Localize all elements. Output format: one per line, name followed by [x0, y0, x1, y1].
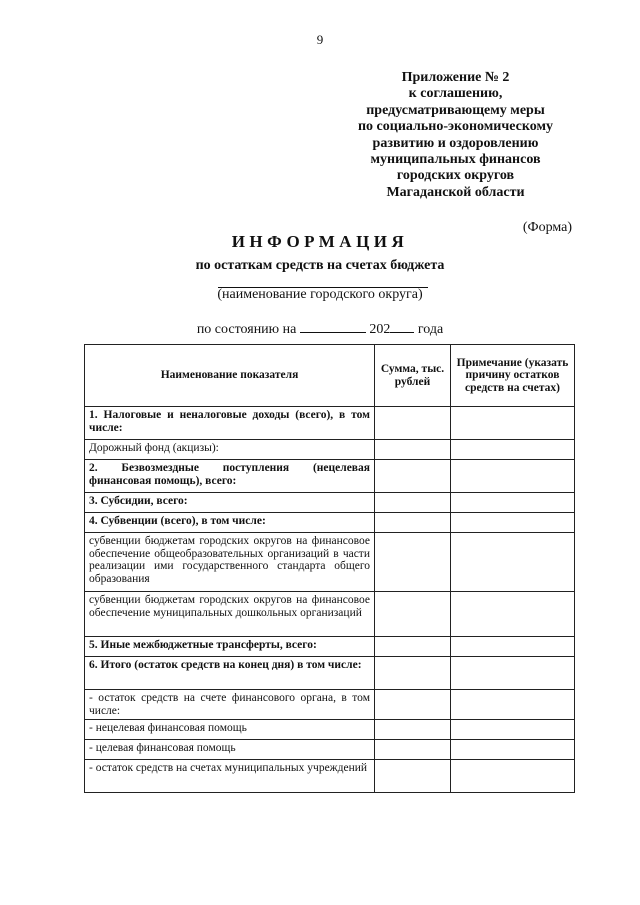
row-label: 4. Субвенции (всего), в том числе:	[85, 513, 375, 533]
form-label: (Форма)	[522, 220, 572, 235]
amount-cell[interactable]	[375, 460, 451, 493]
note-cell[interactable]	[451, 407, 575, 440]
row-label: - остаток средств на счете финансового органа, в том числе:	[85, 690, 375, 720]
annex-line: предусматривающему меры	[366, 102, 545, 118]
table-row	[85, 657, 575, 690]
year-blank	[390, 320, 414, 333]
table-row	[85, 637, 575, 657]
row-label: - целевая финансовая помощь	[85, 740, 375, 760]
table-row	[85, 690, 575, 720]
row-label: 1. Налоговые и неналоговые доходы (всего), в том числе:	[85, 407, 375, 440]
page-number: 9	[316, 32, 324, 47]
annex-line: Магаданской области	[386, 184, 525, 200]
annex-line: к соглашению,	[408, 86, 503, 102]
amount-cell[interactable]	[375, 760, 451, 793]
amount-cell[interactable]	[375, 533, 451, 592]
annex-line: Приложение № 2	[401, 70, 510, 85]
row-label: Дорожный фонд (акцизы):	[85, 440, 375, 460]
amount-cell[interactable]	[375, 740, 451, 760]
amount-cell[interactable]	[375, 720, 451, 740]
row-label: 5. Иные межбюджетные трансферты, всего:	[85, 637, 375, 657]
date-prefix: по состоянию на	[196, 322, 297, 337]
note-cell[interactable]	[451, 460, 575, 493]
row-label: 2. Безвозмездные поступления (нецелевая финансовая помощь), всего:	[85, 460, 375, 493]
note-cell[interactable]	[451, 493, 575, 513]
note-cell[interactable]	[451, 690, 575, 720]
header-indicator: Наименование показателя	[85, 345, 375, 407]
amount-cell[interactable]	[375, 407, 451, 440]
annex-line: муниципальных финансов	[370, 152, 541, 168]
balances-table	[84, 344, 575, 793]
amount-cell[interactable]	[375, 637, 451, 657]
note-cell[interactable]	[451, 513, 575, 533]
row-label: субвенции бюджетам городских округов на финансовое обеспечение муниципальных дошкольных организаций	[85, 592, 375, 637]
amount-cell[interactable]	[375, 592, 451, 637]
table-row	[85, 407, 575, 440]
annex-line: развитию и оздоровлению	[372, 135, 539, 151]
note-cell[interactable]	[451, 720, 575, 740]
document-title: ИНФОРМАЦИЯ	[231, 232, 409, 251]
annex-header	[328, 70, 583, 201]
row-label: 6. Итого (остаток средств на конец дня) в том числе:	[85, 657, 375, 690]
table-row	[85, 460, 575, 493]
table-row	[85, 440, 575, 460]
amount-cell[interactable]	[375, 690, 451, 720]
note-cell[interactable]	[451, 592, 575, 637]
amount-cell[interactable]	[375, 440, 451, 460]
date-suffix: года	[417, 322, 444, 337]
annex-line: городских округов	[396, 168, 515, 184]
note-cell[interactable]	[451, 740, 575, 760]
table-row	[85, 760, 575, 793]
row-label: - нецелевая финансовая помощь	[85, 720, 375, 740]
table-row	[85, 533, 575, 592]
table-row	[85, 493, 575, 513]
row-label: 3. Субсидии, всего:	[85, 493, 375, 513]
table-header-row	[85, 345, 575, 407]
note-cell[interactable]	[451, 760, 575, 793]
table-row	[85, 740, 575, 760]
header-amount: Сумма, тыс. рублей	[375, 345, 451, 407]
table-row	[85, 720, 575, 740]
header-note: Примечание (указать причину остатков средств на счетах)	[451, 345, 575, 407]
note-cell[interactable]	[451, 440, 575, 460]
note-cell[interactable]	[451, 533, 575, 592]
row-label: - остаток средств на счетах муниципальных учреждений	[85, 760, 375, 793]
document-subtitle: по остаткам средств на счетах бюджета	[195, 258, 445, 273]
amount-cell[interactable]	[375, 493, 451, 513]
note-cell[interactable]	[451, 637, 575, 657]
annex-line: по социально-экономическому	[357, 119, 553, 135]
date-line	[0, 320, 640, 338]
date-blank	[300, 320, 366, 333]
table-row	[85, 513, 575, 533]
row-label: субвенции бюджетам городских округов на финансовое обеспечение общеобразовательных организаций в части реализации ими государственного стандарта общего образования	[85, 533, 375, 592]
date-year: 202	[369, 322, 391, 337]
note-cell[interactable]	[451, 657, 575, 690]
table-row	[85, 592, 575, 637]
okrug-caption: (наименование городского округа)	[217, 287, 423, 302]
amount-cell[interactable]	[375, 513, 451, 533]
amount-cell[interactable]	[375, 657, 451, 690]
